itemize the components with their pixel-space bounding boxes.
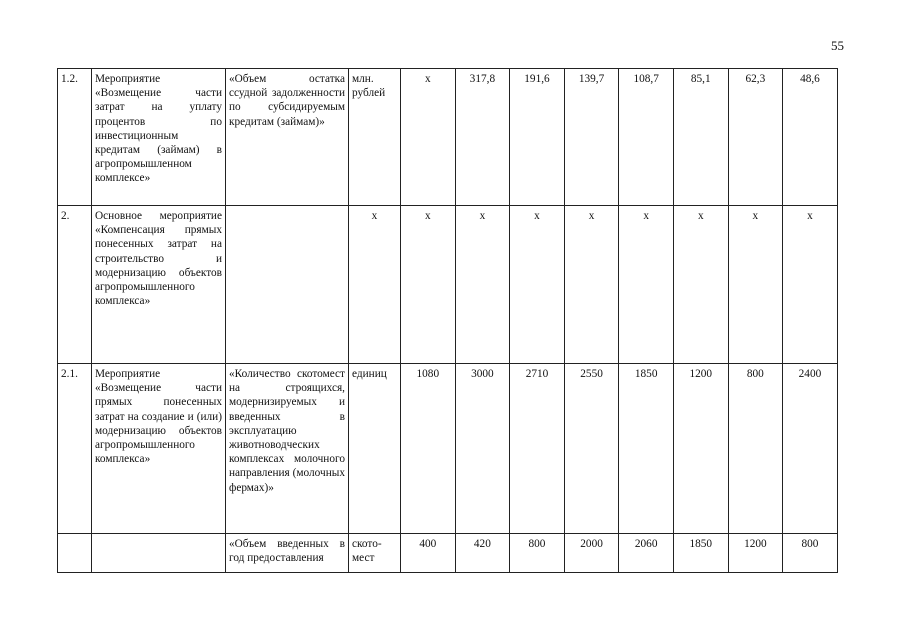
measure-cell: Мероприятие «Возмещение части прямых понесенных затрат на создание и (или) модернизацию объектов агропромышленного комплекса» xyxy=(92,364,226,534)
value-cell: 2710 xyxy=(510,364,565,534)
page-number: 55 xyxy=(831,38,844,53)
row-number: 1.2. xyxy=(58,69,92,206)
value-cell: 191,6 xyxy=(510,69,565,206)
value-cell: 800 xyxy=(783,534,838,573)
value-cell: x xyxy=(619,206,674,364)
value-cell: 2400 xyxy=(783,364,838,534)
value-cell: x xyxy=(455,206,510,364)
value-cell: 1850 xyxy=(673,534,728,573)
table-row xyxy=(58,69,838,206)
value-cell: 139,7 xyxy=(564,69,619,206)
value-cell: x xyxy=(510,206,565,364)
value-cell: x xyxy=(673,206,728,364)
unit-cell: единиц xyxy=(349,364,401,534)
value-cell: 1200 xyxy=(673,364,728,534)
value-cell: 1850 xyxy=(619,364,674,534)
value-cell: x xyxy=(564,206,619,364)
unit-cell: ското-мест xyxy=(349,534,401,573)
value-cell: 2550 xyxy=(564,364,619,534)
measure-cell: Основное мероприятие «Компенсация прямых понесенных затрат на строительство и модернизацию объектов агропромышленного комплекса» xyxy=(92,206,226,364)
indicator-cell: «Объем введенных в год предоставления xyxy=(226,534,349,573)
unit-cell: x xyxy=(349,206,401,364)
value-cell: 108,7 xyxy=(619,69,674,206)
value-cell: 2000 xyxy=(564,534,619,573)
table-row xyxy=(58,206,838,364)
value-cell: 1200 xyxy=(728,534,783,573)
value-cell: x xyxy=(401,69,456,206)
table-row xyxy=(58,364,838,534)
value-cell: 420 xyxy=(455,534,510,573)
indicator-cell: «Объем остатка ссудной задолженности по субсидируемым кредитам (займам)» xyxy=(226,69,349,206)
measure-cell: Мероприятие «Возмещение части затрат на уплату процентов по инвестиционным кредитам (займам) в агропромышленном комплексе» xyxy=(92,69,226,206)
value-cell: 800 xyxy=(510,534,565,573)
indicators-table xyxy=(57,68,838,573)
row-number xyxy=(58,534,92,573)
value-cell: x xyxy=(783,206,838,364)
value-cell: 800 xyxy=(728,364,783,534)
value-cell: 48,6 xyxy=(783,69,838,206)
value-cell: 85,1 xyxy=(673,69,728,206)
row-number: 2. xyxy=(58,206,92,364)
value-cell: x xyxy=(728,206,783,364)
value-cell: 2060 xyxy=(619,534,674,573)
indicator-cell: «Количество скотомест на строящихся, модернизируемых и введенных в эксплуатацию животноводческих комплексах молочного направления (молочных фермах)» xyxy=(226,364,349,534)
value-cell: 1080 xyxy=(401,364,456,534)
table-row xyxy=(58,534,838,573)
row-number: 2.1. xyxy=(58,364,92,534)
value-cell: 3000 xyxy=(455,364,510,534)
value-cell: x xyxy=(401,206,456,364)
unit-cell: млн. рублей xyxy=(349,69,401,206)
value-cell: 62,3 xyxy=(728,69,783,206)
indicator-cell xyxy=(226,206,349,364)
value-cell: 400 xyxy=(401,534,456,573)
measure-cell xyxy=(92,534,226,573)
value-cell: 317,8 xyxy=(455,69,510,206)
